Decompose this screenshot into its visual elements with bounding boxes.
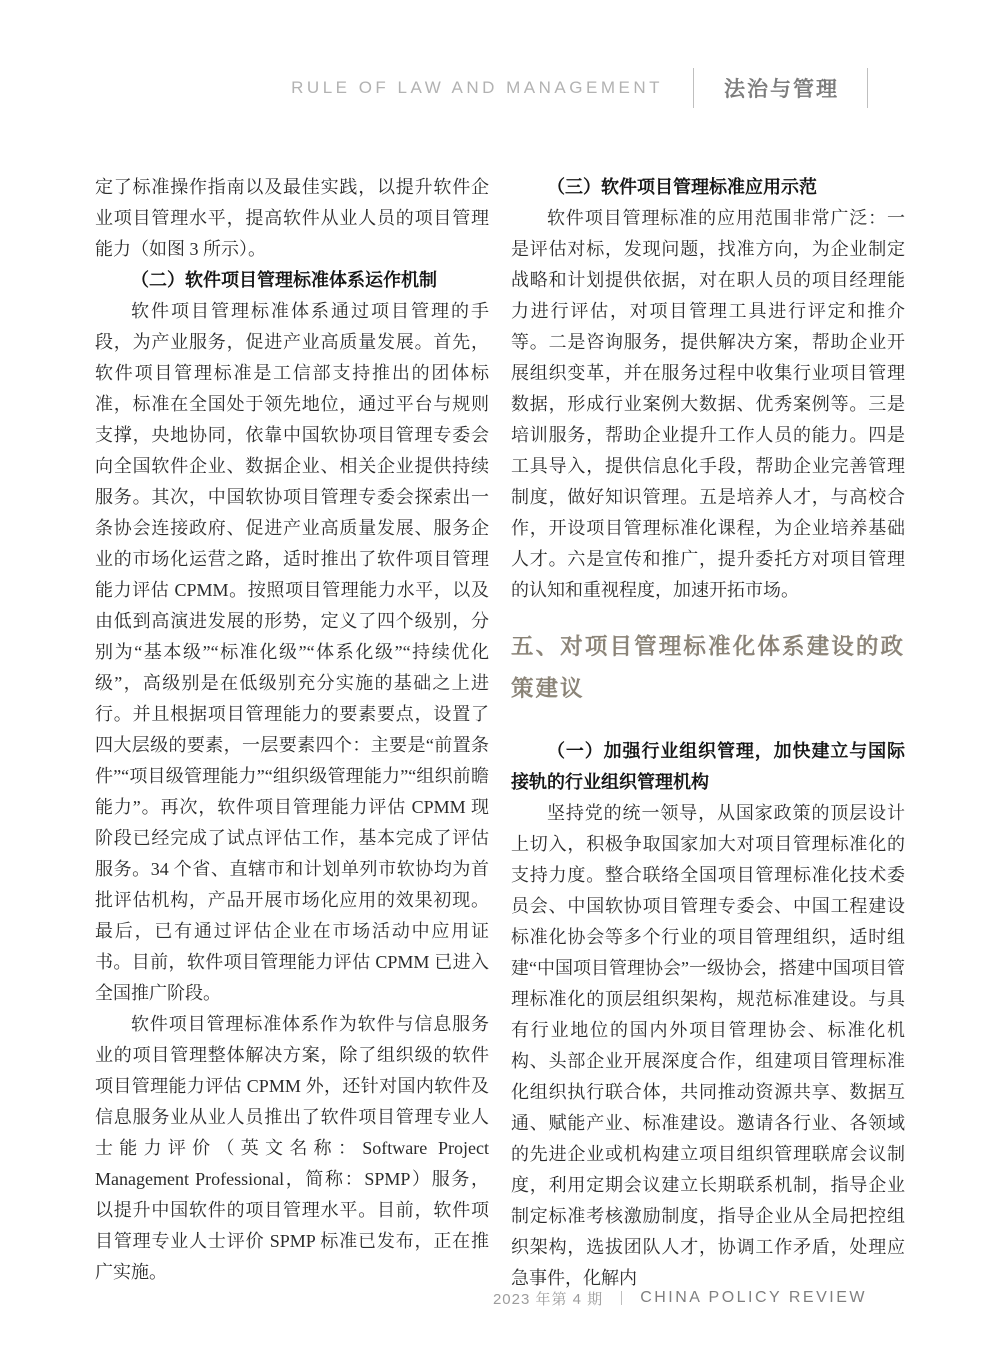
- header-divider-right: [867, 68, 868, 108]
- paragraph: 坚持党的统一领导，从国家政策的顶层设计上切入，积极争取国家加大对项目管理标准化的支持力度。整合联络全国项目管理标准化技术委员会、中国软协项目管理专委会、中国工程建设标准化协会等多个行业的项目管理组织，适时组建“中国项目管理协会”一级协会，搭建中国项目管理标准化的顶层组织架构，规范标准建设。与具有行业地位的国内外项目管理协会、标准化机构、头部企业开展深度合作，组建项目管理标准化组织执行联合体，共同推动资源共享、数据互通、赋能产业、标准建设。邀请各行业、各领域的先进企业或机构建立项目组织管理联席会议制度，利用定期会议建立长期联系机制，指导企业制定标准考核激励制度，指导企业从全局把控组织架构，选拔团队人才，协调工作矛盾，处理应急事件，化解内: [511, 803, 905, 1288]
- header-title-chinese: 法治与管理: [724, 78, 839, 101]
- subsection-heading-3: （三）软件项目管理标准应用示范: [547, 177, 817, 197]
- left-column: [95, 172, 489, 1294]
- page-header: [0, 66, 868, 110]
- page-footer: [493, 1286, 867, 1310]
- footer-issue-number: 2023 年第 4 期: [492, 1290, 604, 1308]
- header-divider: [693, 68, 694, 108]
- subsection-heading-1: （一）加强行业组织管理，加快建立与国际接轨的行业组织管理机构: [511, 741, 905, 792]
- footer-journal-name: CHINA POLICY REVIEW: [640, 1289, 867, 1306]
- paragraph: 软件项目管理标准体系通过项目管理的手段，为产业服务，促进产业高质量发展。首先，软件项目管理标准是工信部支持推出的团体标准，标准在全国处于领先地位，通过平台与规则支撑，央地协同，依靠中国软协项目管理专委会向全国软件企业、数据企业、相关企业提供持续服务。其次，中国软协项目管理专委会探索出一条协会连接政府、促进产业高质量发展、服务企业的市场化运营之路，适时推出了软件项目管理能力评估 CPMM。按照项目管理能力水平，以及由低到高演进发展的形势，定义了四个级别，分别为“基本级”“标准化级”“体系化级”“持续优化级”，高级别是在低级别充分实施的基础之上进行。并且根据项目管理能力的要素要点，设置了四大层级的要素，一层要素四个：主要是“前置条件”“项目级管理能力”“组织级管理能力”“组织前瞻能力”。再次，软件项目管理能力评估 CPMM 现阶段已经完成了试点评估工作，基本完成了评估服务。34 个省、直辖市和计划单列市软协均为首批评估机构，产品开展市场化应用的效果初现。最后，已有通过评估企业在市场活动中应用证书。目前，软件项目管理能力评估 CPMM 已进入全国推广阶段。: [95, 301, 489, 1003]
- header-title-english: RULE OF LAW AND MANAGEMENT: [291, 78, 663, 97]
- right-column: [511, 172, 905, 1294]
- section-5-heading: 五、对项目管理标准化体系建设的政策建议: [511, 634, 905, 701]
- article-body: [95, 172, 905, 1294]
- subsection-heading-2: （二）软件项目管理标准体系运作机制: [131, 270, 437, 290]
- footer-divider: [621, 1291, 622, 1305]
- paragraph: 软件项目管理标准的应用范围非常广泛：一是评估对标，发现问题，找准方向，为企业制定战略和计划提供依据，对在职人员的项目经理能力进行评估，对项目管理工具进行评定和推介等。二是咨询服务，提供解决方案，帮助企业开展组织变革，并在服务过程中收集行业项目管理数据，形成行业案例大数据、优秀案例等。三是培训服务，帮助企业提升工作人员的能力。四是工具导入，提供信息化手段，帮助企业完善管理制度，做好知识管理。五是培养人才，与高校合作，开设项目管理标准化课程，为企业培养基础人才。六是宣传和推广，提升委托方对项目管理的认知和重视程度，加速开拓市场。: [511, 208, 905, 600]
- paragraph-continued: 定了标准操作指南以及最佳实践，以提升软件企业项目管理水平，提高软件从业人员的项目管理能力（如图 3 所示）。: [95, 177, 489, 259]
- paragraph: 软件项目管理标准体系作为软件与信息服务业的项目管理整体解决方案，除了组织级的软件项目管理能力评估 CPMM 外，还针对国内软件及信息服务业从业人员推出了软件项目管理专业人士能力评价（英文名称：Software Project Management Professional，简称：SPMP）服务，以提升中国软件的项目管理水平。目前，软件项目管理专业人士评价 SPMP 标准已发布，正在推广实施。: [95, 1014, 489, 1282]
